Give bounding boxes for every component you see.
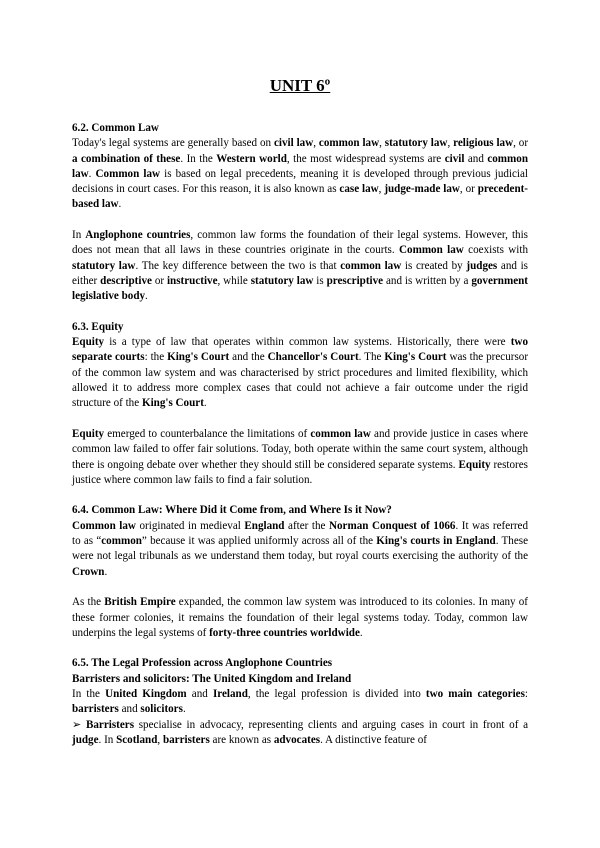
bold-term: case law xyxy=(339,183,379,196)
text-run: . It was referred to as “ xyxy=(72,519,529,548)
bold-term: two main categories xyxy=(425,687,525,700)
text-run: , while xyxy=(217,274,251,287)
bold-term: Ireland xyxy=(212,687,248,700)
bold-term: barristers xyxy=(162,733,210,746)
paragraph xyxy=(72,136,528,212)
bold-term: civil xyxy=(444,152,465,165)
bold-term: solicitors xyxy=(140,703,183,716)
text-run: In the xyxy=(72,687,106,700)
section-common-law-origin xyxy=(72,503,528,641)
text-run: . The key difference between the two is that xyxy=(135,259,341,272)
bold-term: instructive xyxy=(166,274,218,287)
text-run: . The xyxy=(358,351,385,364)
bold-term: Western world xyxy=(216,152,287,165)
text-run: expanded, the common law system was introduced to its colonies. In many of these former colonies, it remains the foundation of their legal systems today. Today, common law underpins the legal systems of xyxy=(72,596,529,639)
text-run: specialise in advocacy, representing clients and arguing cases in court in front of a xyxy=(134,718,528,731)
text-run: , or xyxy=(513,137,529,150)
bold-term: King's courts in England xyxy=(376,535,496,548)
text-run: emerged to counterbalance the limitations of xyxy=(104,427,311,440)
bold-term: barristers xyxy=(72,703,119,716)
bold-term: Equity xyxy=(72,336,105,349)
text-run: . These were not legal tribunals as we understand them today, but royal courts exercising the authority of the xyxy=(72,535,529,563)
text-run: ” because it was applied uniformly across all of the xyxy=(141,535,377,548)
bold-term: England xyxy=(244,519,285,532)
bold-term: common law xyxy=(310,427,371,440)
text-run: and xyxy=(118,703,141,716)
bold-term: descriptive xyxy=(100,274,152,287)
bold-term: common law xyxy=(318,137,380,150)
text-run: In xyxy=(72,229,86,242)
bold-term: Scotland xyxy=(116,733,158,746)
bold-term: judge xyxy=(72,733,99,746)
text-run: , xyxy=(447,137,454,150)
paragraph xyxy=(72,427,528,488)
bold-term: government legislative body xyxy=(72,274,529,303)
section-legal-profession xyxy=(72,656,528,748)
paragraph xyxy=(72,519,528,580)
text-run: As the xyxy=(72,596,105,609)
text-run: . xyxy=(182,703,186,716)
text-run: : xyxy=(524,687,528,700)
text-run: , the legal profession is divided into xyxy=(247,687,426,700)
text-run: . In the xyxy=(180,152,217,165)
page-title: UNIT 6º xyxy=(269,76,331,95)
bold-term: advocates xyxy=(273,733,321,746)
bold-term: statutory law xyxy=(384,137,448,150)
bold-term: Common law xyxy=(95,167,161,180)
text-run: . xyxy=(118,198,122,211)
bold-term: Common law xyxy=(72,519,136,532)
bold-term: statutory law xyxy=(72,259,136,272)
text-run: is a type of law that operates within common law systems. Historically, there were xyxy=(104,336,511,349)
paragraph xyxy=(72,335,528,411)
text-run: . A distinctive feature of xyxy=(320,733,427,746)
section-heading: 6.4. Common Law: Where Did it Come from, and Where Is it Now? xyxy=(72,504,392,517)
text-run: . xyxy=(203,397,207,410)
text-run: was the precursor of the common law system and was characterised by strict procedures and limited flexibility, which allowed it to address more complex cases that could not achieve a fair outcome under the rigid structure of the xyxy=(72,351,529,410)
bold-term: Chancellor's Court xyxy=(267,351,359,364)
text-run: . In xyxy=(98,733,117,746)
bold-term: civil law xyxy=(273,137,314,150)
bold-term: forty-three countries worldwide xyxy=(209,626,360,639)
section-equity xyxy=(72,320,528,488)
text-run: and is either xyxy=(72,259,528,287)
paragraph xyxy=(72,595,528,641)
paragraph xyxy=(72,718,528,749)
bold-term: statutory law xyxy=(250,274,314,287)
bold-term: King's Court xyxy=(167,351,230,364)
text-run: is xyxy=(313,274,327,287)
bold-term: King's Court xyxy=(141,397,204,410)
text-run: is created by xyxy=(401,259,467,272)
text-run: and xyxy=(186,687,213,700)
text-run: : the xyxy=(144,351,168,364)
text-run: , xyxy=(157,733,163,746)
bold-term: common law xyxy=(72,152,528,180)
text-run: , xyxy=(379,137,385,150)
section-heading: 6.3. Equity xyxy=(72,320,124,333)
bold-term: Crown xyxy=(72,565,105,578)
bold-term: Anglophone countries xyxy=(85,229,191,242)
text-run: , xyxy=(313,137,319,150)
text-run: are known as xyxy=(209,733,274,746)
text-run: coexists with xyxy=(463,244,529,257)
text-run: is based on legal precedents, meaning it is developed through previous judicial decisions in court cases. For this reason, it is also known as xyxy=(72,167,529,196)
section-subheading: Barristers and solicitors: The United Kingdom and Ireland xyxy=(72,672,352,685)
text-run: and is written by a xyxy=(383,274,472,287)
text-run: . xyxy=(145,290,148,303)
text-run: and xyxy=(464,152,488,165)
bold-term: British Empire xyxy=(104,596,176,609)
bold-term: a combination of these xyxy=(72,152,181,165)
bold-term: Equity xyxy=(458,458,491,471)
bold-term: common xyxy=(101,535,142,548)
text-run: Today's legal systems are generally based on xyxy=(72,137,274,150)
text-run: , xyxy=(378,183,385,196)
document-body xyxy=(72,121,528,748)
text-run: originated in medieval xyxy=(135,519,245,532)
bold-term: prescriptive xyxy=(326,274,384,287)
bold-term: precedent-based law xyxy=(72,183,529,211)
text-run: . xyxy=(104,565,108,578)
bold-term: Barristers xyxy=(85,718,135,731)
bold-term: two separate courts xyxy=(72,336,528,364)
text-run: ➢ xyxy=(72,718,86,731)
text-run: after the xyxy=(284,519,329,532)
section-common-law xyxy=(72,121,528,305)
bold-term: judge-made law xyxy=(384,183,460,196)
text-run: , or xyxy=(459,183,478,196)
text-run: , the most widespread systems are xyxy=(286,152,445,165)
text-run: or xyxy=(151,274,167,287)
paragraph xyxy=(72,228,528,304)
text-run: . xyxy=(88,167,96,180)
paragraph xyxy=(72,687,528,718)
text-run: , common law forms the foundation of their legal systems. However, this does not mean that all laws in these countries originate in the courts. xyxy=(72,229,528,257)
bold-term: Equity xyxy=(72,427,105,440)
text-run: . xyxy=(359,626,363,639)
bold-term: United Kingdom xyxy=(105,687,187,700)
bold-term: religious law xyxy=(453,137,514,150)
bold-term: Common law xyxy=(399,244,464,257)
text-run: restores justice where common law fails to find a fair solution. xyxy=(72,458,528,486)
text-run: and provide justice in cases where common law failed to offer fair solutions. Today, both operate within the same court system, although there is ongoing debate over whether they should still be considered separate systems. xyxy=(72,427,528,471)
bold-term: judges xyxy=(466,259,498,272)
section-heading: 6.5. The Legal Profession across Anglophone Countries xyxy=(72,657,333,670)
text-run: and the xyxy=(229,351,268,364)
bold-term: King's Court xyxy=(384,351,447,364)
bold-term: common law xyxy=(340,259,402,272)
section-heading: 6.2. Common Law xyxy=(72,122,159,134)
bold-term: Norman Conquest of 1066 xyxy=(328,519,456,532)
